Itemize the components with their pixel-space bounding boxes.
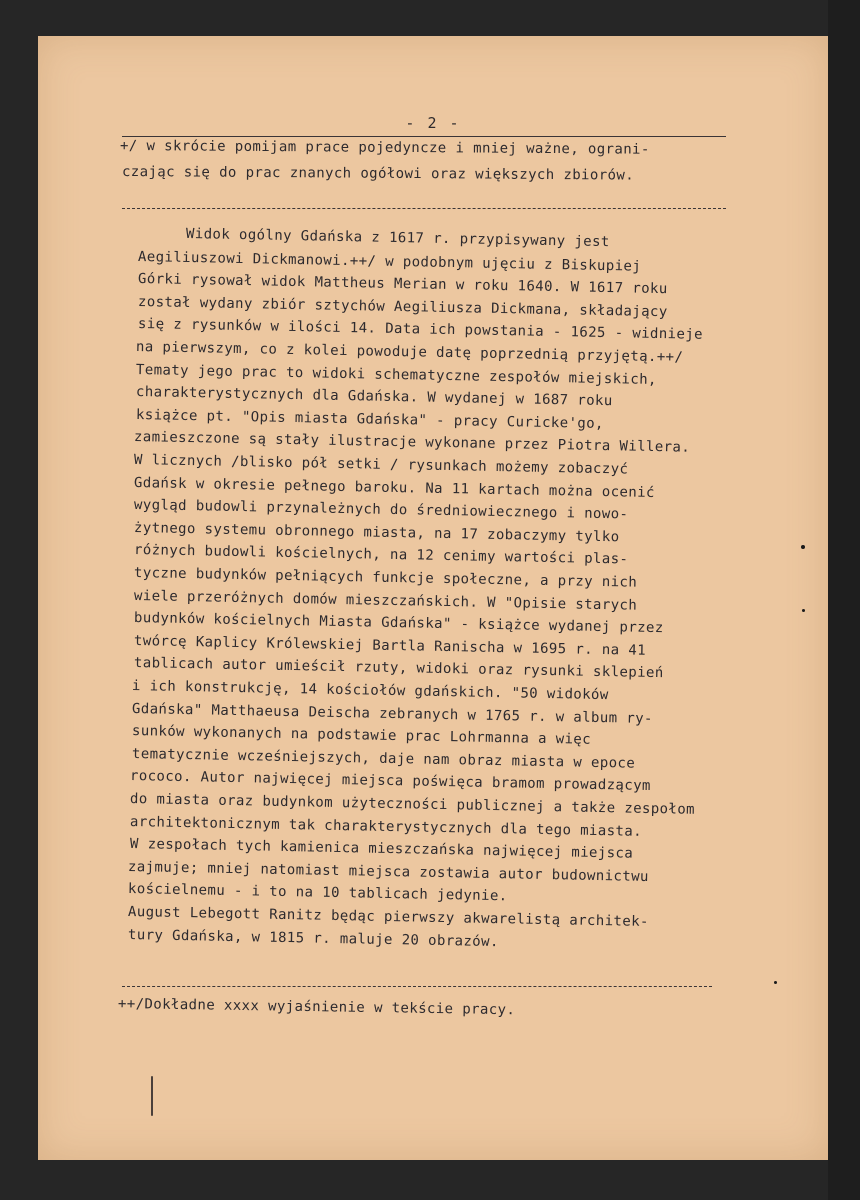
body-line: budynków kościelnych Miasta Gdańska" - książce wydanej przez [133, 610, 664, 637]
body-line: Aegiliuszowi Dickmanowi.++/ w podobnym ujęciu z Biskupiej [137, 248, 642, 275]
body-line: żytnego systemu obronnego miasta, na 17 zobaczymy tylko [133, 519, 620, 546]
body-line: Tematy jego prac to widoki schematyczne zespołów miejskich, [135, 361, 657, 388]
body-line: rococo. Autor najwięcej miejsca poświęca bramom prowadzącym [129, 768, 651, 795]
body-line: Gdańska" Matthaeusa Deischa zebranych w 1765 r. w album ry- [131, 700, 653, 727]
body-line: zamieszczone są stały ilustracje wykonane przez Piotra Willera. [133, 429, 691, 457]
page-number: - 2 - [405, 114, 461, 132]
body-line: został wydany zbiór sztychów Aegiliusza Dickmana, składający [137, 293, 668, 320]
body-line: kościelnemu - i to na 10 tablicach jedynie. [127, 881, 508, 905]
body-line: W licznych /blisko pół setki / rysunkach możemy zobaczyć [133, 452, 629, 478]
bottom-separator [122, 986, 712, 987]
margin-mark [151, 1076, 153, 1116]
body-line: na pierwszym, co z kolei powoduje datę poprzednią przyjętą.++/ [135, 339, 684, 366]
body-line: architektonicznym tak charakterystycznych dla tego miasta. [129, 813, 643, 840]
body-line: tablicach autor umieścił rzuty, widoki oraz rysunki sklepień [133, 655, 664, 682]
body-line: sunków wykonanych na podstawie prac Lohrmanna a więc [131, 723, 592, 748]
body-line: się z rysunków w ilości 14. Data ich powstania - 1625 - widnieje [137, 316, 704, 344]
body-line: Gdańsk w okresie pełnego baroku. Na 11 kartach można ocenić [133, 474, 655, 501]
body-line: różnych budowli kościelnych, na 12 cenimy wartości plas- [133, 542, 629, 568]
body-line: książce pt. "Opis miasta Gdańska" - pracy Curicke'go, [135, 406, 604, 432]
footnote-separator [122, 208, 726, 209]
document-page [38, 36, 828, 1160]
body-line: tematycznie wcześniejszych, daje nam obraz miasta w epoce [131, 745, 636, 772]
ink-spot [802, 609, 805, 612]
body-line: wiele przeróżnych domów mieszczańskich. W "Opisie starych [133, 587, 638, 614]
body-line: zajmuje; mniej natomiast miejsca zostawia autor budownictwu [127, 858, 649, 885]
ink-spot [801, 545, 805, 549]
body-line: Górki rysował widok Mattheus Merian w roku 1640. W 1617 roku [137, 271, 668, 298]
bottom-footnote: ++/Dokładne xxxx wyjaśnienie w tekście pracy. [117, 996, 516, 1019]
body-line: August Lebegott Ranitz będąc pierwszy akwarelistą architek- [127, 904, 649, 930]
body-line: tyczne budynków pełniących funkcje społeczne, a przy nich [133, 565, 638, 591]
body-line: tury Gdańska, w 1815 r. maluje 20 obrazów. [127, 926, 499, 950]
scanner-edge [828, 0, 860, 1200]
body-line: twórcę Kaplicy Królewskiej Bartla Ranischa w 1695 r. na 41 [133, 632, 647, 659]
ink-spot [774, 981, 777, 984]
top-footnote-line: +/ w skrócie pomijam prace pojedyncze i mniej ważne, ograni- [119, 138, 650, 158]
body-line: Widok ogólny Gdańska z 1617 r. przypisywany jest [185, 226, 610, 251]
top-rule [122, 136, 726, 137]
top-footnote-line: czając się do prac znanych ogółowi oraz większych zbiorów. [121, 164, 635, 184]
body-line: wygląd budowli przynależnych do średniowiecznego i nowo- [133, 497, 629, 523]
body-line: charakterystycznych dla Gdańska. W wydanej w 1687 roku [135, 384, 613, 410]
body-line: W zespołach tych kamienica mieszczańska najwięcej miejsca [129, 836, 634, 862]
body-line: i ich konstrukcję, 14 kościołów gdańskich. "50 widoków [131, 678, 609, 704]
body-line: do miasta oraz budynkom użyteczności publicznej a także zespołom [129, 791, 696, 818]
